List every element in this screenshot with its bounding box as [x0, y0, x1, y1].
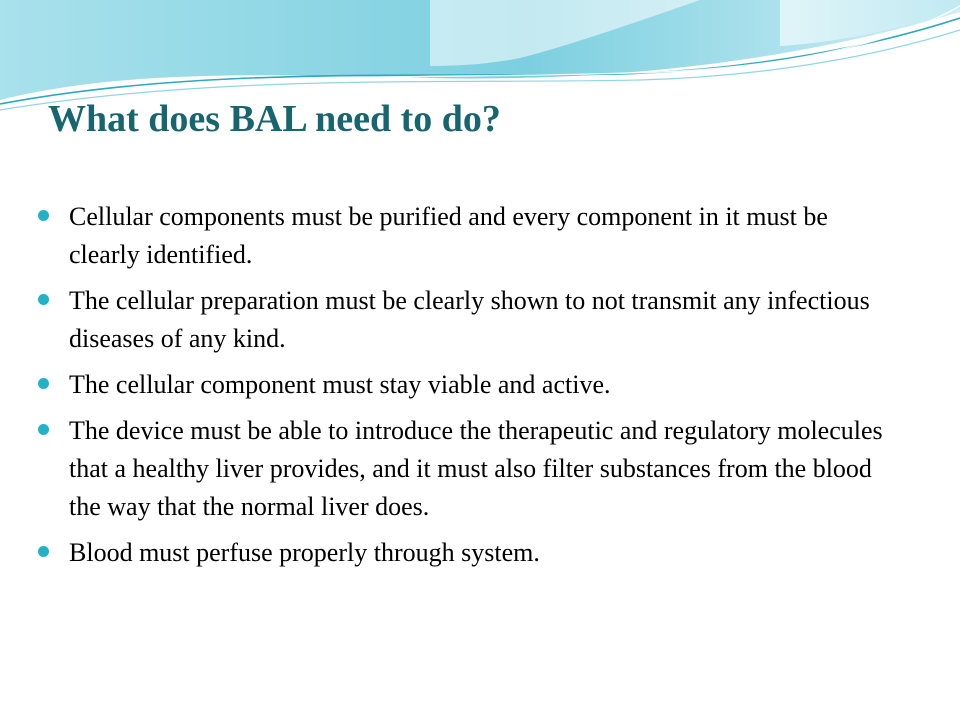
bullet-marker-icon: [38, 210, 49, 221]
bullet-marker-icon: [38, 424, 49, 435]
bullet-text: The device must be able to introduce the therapeutic and regulatory molecules that a healthy liver provides, and it must also filter substances from the blood the way that the normal liver does.: [69, 416, 883, 521]
bullet-item: [38, 282, 898, 358]
bullet-item: [38, 534, 898, 572]
bullet-marker-icon: [38, 294, 49, 305]
bullet-marker-icon: [38, 546, 49, 557]
bullet-marker-icon: [38, 378, 49, 389]
bullet-text: The cellular preparation must be clearly shown to not transmit any infectious diseases of any kind.: [69, 286, 870, 353]
slide-title: What does BAL need to do?: [48, 98, 501, 140]
bullet-item: [38, 366, 898, 404]
bullet-list: [38, 198, 898, 580]
bullet-item: [38, 198, 898, 274]
bullet-item: [38, 412, 898, 526]
bullet-text: Blood must perfuse properly through system.: [69, 538, 540, 567]
bullet-text: The cellular component must stay viable and active.: [69, 370, 611, 399]
bullet-text: Cellular components must be purified and every component in it must be clearly identified.: [69, 202, 828, 269]
